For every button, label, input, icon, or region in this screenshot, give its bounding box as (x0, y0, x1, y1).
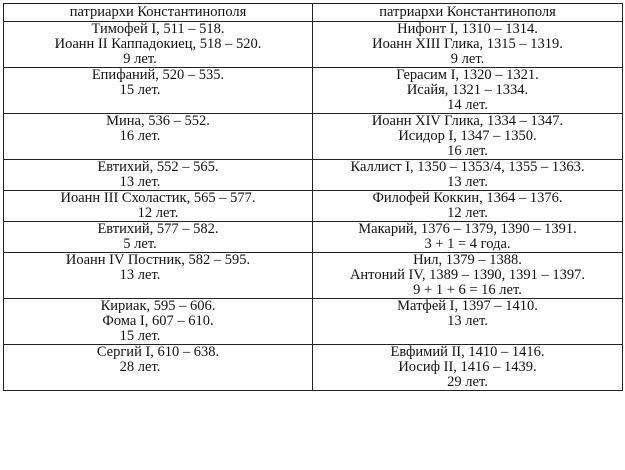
patriarch-line: Исидор I, 1347 – 1350. (398, 128, 537, 144)
patriarch-line: Иоанн XIV Глика, 1334 – 1347. (371, 113, 564, 129)
right-cell (313, 299, 623, 345)
patriarch-line: Иоанн IV Постник, 582 – 595. (65, 252, 251, 268)
patriarch-line: Иосиф II, 1416 – 1439. (398, 359, 537, 375)
patriarchs-table (3, 3, 623, 391)
patriarch-line: Иоанн II Каппадокиец, 518 – 520. (54, 36, 262, 52)
patriarch-line: Евтихий, 552 – 565. (97, 159, 219, 175)
table-row (4, 222, 623, 253)
years-total: 12 лет. (137, 205, 179, 221)
patriarch-line: Мина, 536 – 552. (106, 113, 210, 129)
right-cell (313, 114, 623, 160)
patriarch-line: Сергий I, 610 – 638. (96, 344, 220, 360)
table-row (4, 299, 623, 345)
header-left: патриархи Константинополя (4, 4, 313, 22)
years-total: 13 лет. (119, 174, 161, 190)
years-total: 16 лет. (447, 143, 488, 159)
patriarch-line: Иоанн III Схоластик, 565 – 577. (60, 190, 256, 206)
patriarch-line: Нифонт I, 1310 – 1314. (397, 21, 538, 37)
years-total: 16 лет. (119, 128, 161, 144)
years-total: 13 лет. (447, 313, 488, 329)
right-cell (313, 345, 623, 391)
years-total: 28 лет. (119, 359, 161, 375)
left-cell (4, 114, 313, 160)
right-cell (313, 253, 623, 299)
table-row (4, 22, 623, 68)
years-total: 5 лет. (123, 236, 157, 252)
years-total: 9 лет. (123, 51, 157, 67)
patriarch-line: Кириак, 595 – 606. (100, 298, 216, 314)
years-total: 13 лет. (119, 267, 161, 283)
years-total: 15 лет. (119, 328, 161, 344)
patriarch-line: Герасим I, 1320 – 1321. (396, 67, 539, 83)
patriarch-line: Иоанн XIII Глика, 1315 – 1319. (372, 36, 563, 52)
patriarch-line: Евтихий, 577 – 582. (97, 221, 219, 237)
patriarch-line: Нил, 1379 – 1388. (413, 252, 522, 268)
years-total: 3 + 1 = 4 года. (424, 236, 511, 252)
right-cell (313, 22, 623, 68)
right-cell (313, 191, 623, 222)
patriarch-line: Филофей Коккин, 1364 – 1376. (372, 190, 563, 206)
table-row (4, 160, 623, 191)
patriarch-line: Епифаний, 520 – 535. (91, 67, 225, 83)
header-row (4, 4, 623, 22)
patriarch-line: Тимофей I, 511 – 518. (91, 21, 225, 37)
left-cell (4, 299, 313, 345)
years-total: 9 лет. (450, 51, 485, 67)
right-cell (313, 160, 623, 191)
years-total: 13 лет. (447, 174, 488, 190)
patriarch-line: Фома I, 607 – 610. (102, 313, 214, 329)
left-cell (4, 68, 313, 114)
left-cell (4, 222, 313, 253)
years-total: 29 лет. (447, 374, 488, 390)
header-right: патриархи Константинополя (313, 4, 623, 22)
table-row (4, 191, 623, 222)
patriarch-line: Каллист I, 1350 – 1353/4, 1355 – 1363. (350, 159, 585, 175)
right-cell (313, 68, 623, 114)
right-cell (313, 222, 623, 253)
left-cell (4, 191, 313, 222)
patriarch-line: Матфей I, 1397 – 1410. (397, 298, 538, 314)
table-row (4, 345, 623, 391)
table-row (4, 68, 623, 114)
table-row (4, 253, 623, 299)
years-total: 15 лет. (119, 82, 161, 98)
left-cell (4, 345, 313, 391)
years-total: 14 лет. (447, 97, 488, 113)
patriarch-line: Антоний IV, 1389 – 1390, 1391 – 1397. (349, 267, 586, 283)
years-total: 9 + 1 + 6 = 16 лет. (413, 282, 522, 298)
left-cell (4, 22, 313, 68)
patriarch-line: Исайя, 1321 – 1334. (406, 82, 529, 98)
left-cell (4, 160, 313, 191)
table-row (4, 114, 623, 160)
left-cell (4, 253, 313, 299)
years-total: 12 лет. (447, 205, 488, 221)
patriarch-line: Макарий, 1376 – 1379, 1390 – 1391. (358, 221, 577, 237)
patriarch-line: Евфимий II, 1410 – 1416. (390, 344, 545, 360)
